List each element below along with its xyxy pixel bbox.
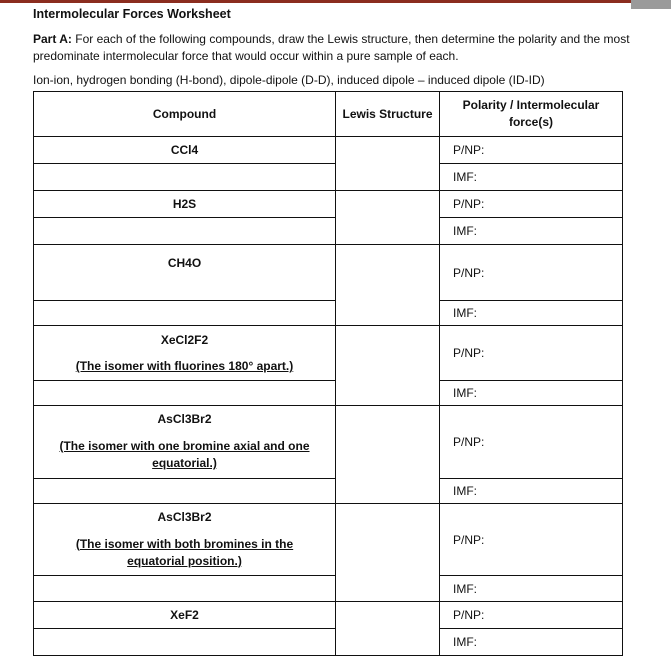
blank-cell [34, 164, 336, 191]
compound-cell [34, 504, 336, 576]
table-row [34, 191, 623, 218]
table-row [34, 406, 623, 479]
imf-cell[interactable]: IMF: [440, 164, 623, 191]
table-row [34, 245, 623, 301]
top-accent-bar [0, 0, 671, 3]
instructions-text: For each of the following compounds, draw the Lewis structure, then determine the polarity and the most predominate intermolecular force that would occur within a pure sample of each. [33, 32, 630, 63]
table-row [34, 479, 623, 504]
pnp-cell[interactable]: P/NP: [440, 504, 623, 576]
blank-cell [34, 218, 336, 245]
lewis-structure-cell[interactable] [336, 137, 440, 191]
table-row [34, 504, 623, 576]
blank-cell [34, 479, 336, 504]
lewis-structure-cell[interactable] [336, 406, 440, 504]
imf-cell[interactable]: IMF: [440, 479, 623, 504]
pnp-cell[interactable]: P/NP: [440, 137, 623, 164]
table-row [34, 629, 623, 656]
instructions [33, 31, 633, 65]
isomer-note: (The isomer with both bromines in the equatorial position.) [75, 536, 294, 568]
pnp-cell[interactable]: P/NP: [440, 191, 623, 218]
worksheet-table [33, 91, 623, 656]
lewis-structure-cell[interactable] [336, 191, 440, 245]
compound-name: AsCl3Br2 [157, 412, 212, 426]
lewis-header: Lewis Structure [336, 92, 440, 137]
compound-header: Compound [34, 92, 336, 137]
compound-name: XeCl2F2 [160, 333, 209, 347]
pnp-cell[interactable]: P/NP: [440, 602, 623, 629]
table-row [34, 218, 623, 245]
lewis-structure-cell[interactable] [336, 326, 440, 406]
table-row [34, 137, 623, 164]
compound-name: AsCl3Br2 [157, 509, 212, 524]
table-row [34, 164, 623, 191]
imf-cell[interactable]: IMF: [440, 218, 623, 245]
compound-cell: CCl4 [34, 137, 336, 164]
table-row [34, 381, 623, 406]
compound-cell [34, 406, 336, 479]
header-row [34, 92, 623, 137]
table-row [34, 602, 623, 629]
compound-cell [34, 326, 336, 381]
isomer-note: (The isomer with fluorines 180° apart.) [75, 359, 294, 373]
pnp-cell[interactable]: P/NP: [440, 245, 623, 301]
blank-cell [34, 381, 336, 406]
compound-cell: XeF2 [34, 602, 336, 629]
isomer-note: (The isomer with one bromine axial and one equatorial.) [59, 439, 310, 470]
part-label: Part A: [33, 32, 72, 46]
pnp-cell[interactable]: P/NP: [440, 326, 623, 381]
lewis-structure-cell[interactable] [336, 245, 440, 326]
compound-cell [34, 245, 336, 301]
force-types-legend: Ion-ion, hydrogen bonding (H-bond), dipole-dipole (D-D), induced dipole – induced dipole (ID-ID) [33, 73, 545, 87]
worksheet-title: Intermolecular Forces Worksheet [33, 7, 231, 21]
imf-cell[interactable]: IMF: [440, 629, 623, 656]
lewis-structure-cell[interactable] [336, 602, 440, 656]
corner-tab [631, 0, 671, 9]
compound-name: CH4O [167, 256, 202, 270]
blank-cell [34, 301, 336, 326]
lewis-structure-cell[interactable] [336, 504, 440, 602]
imf-cell[interactable]: IMF: [440, 576, 623, 602]
imf-cell[interactable]: IMF: [440, 381, 623, 406]
blank-cell [34, 576, 336, 602]
polarity-header: Polarity / Intermolecular force(s) [440, 92, 623, 137]
blank-cell [34, 629, 336, 656]
table-row [34, 576, 623, 602]
compound-cell: H2S [34, 191, 336, 218]
table-row [34, 301, 623, 326]
pnp-cell[interactable]: P/NP: [440, 406, 623, 479]
table-row [34, 326, 623, 381]
imf-cell[interactable]: IMF: [440, 301, 623, 326]
